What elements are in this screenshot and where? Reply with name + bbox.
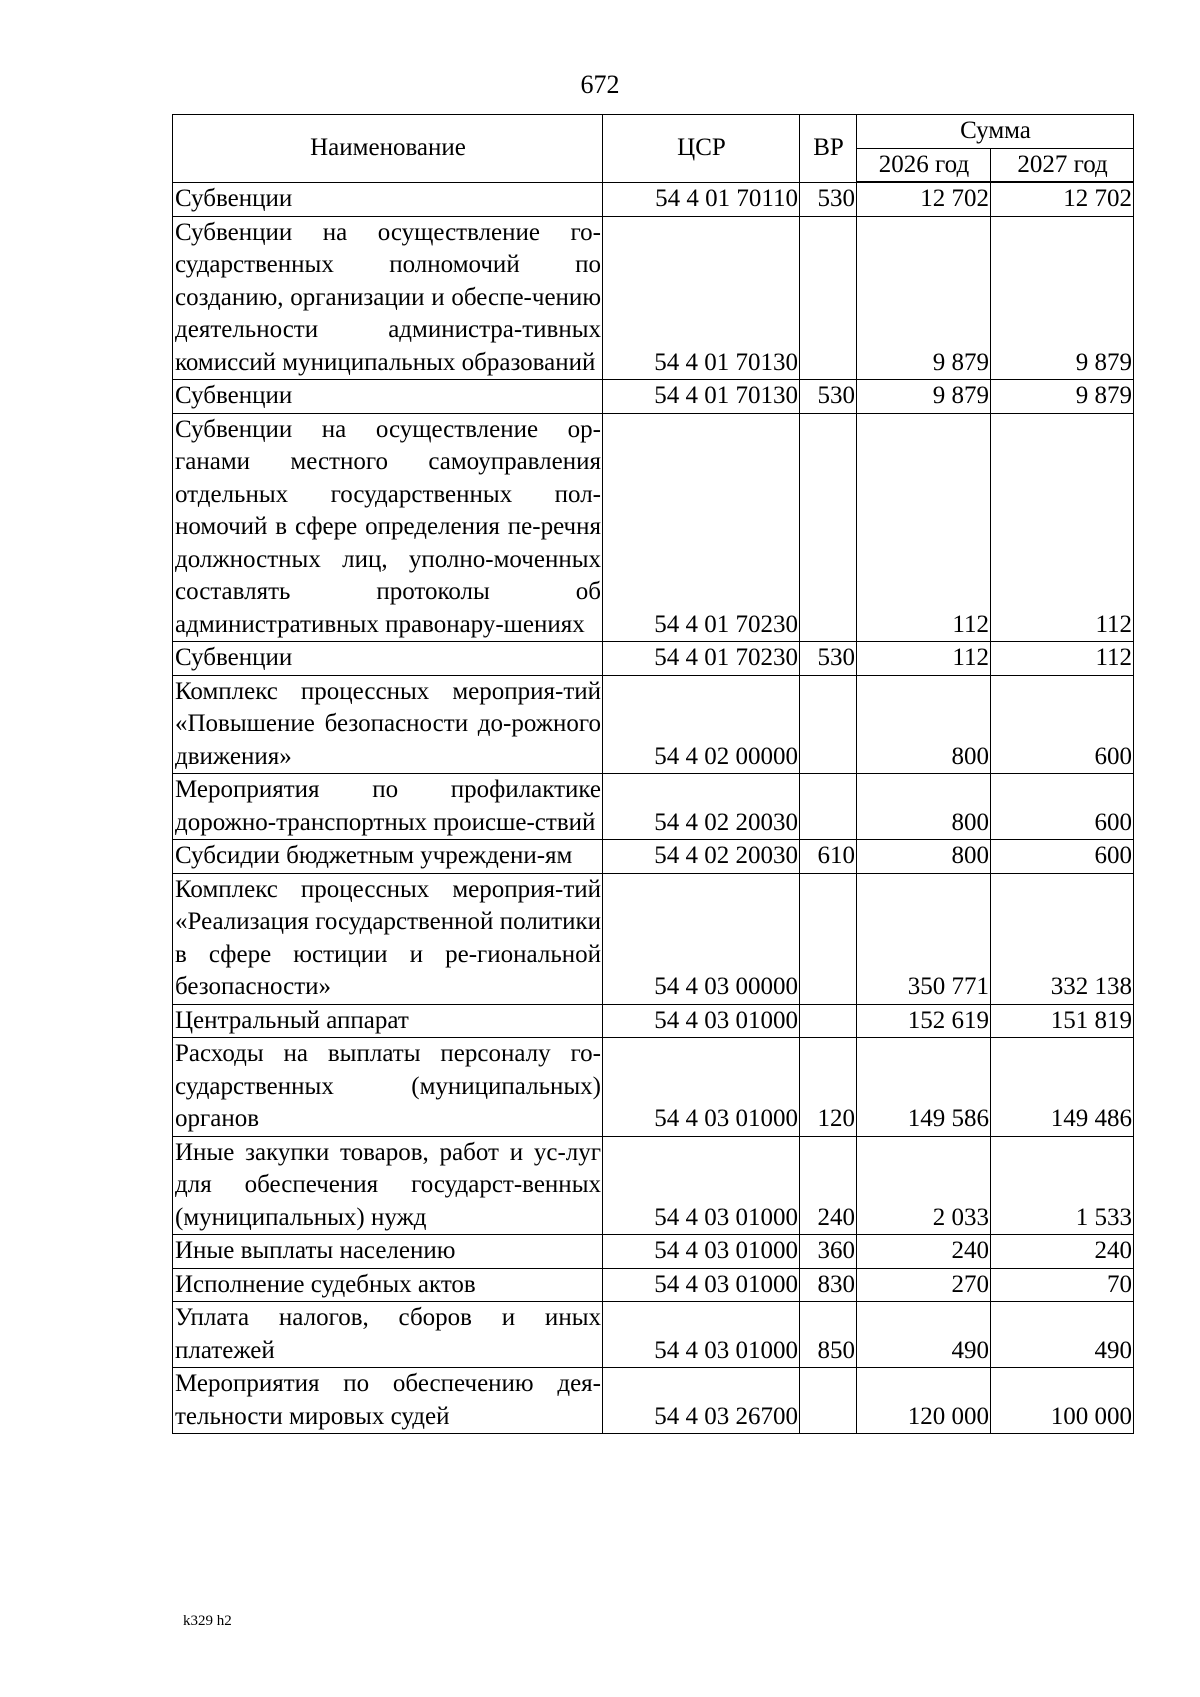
row-name: Субвенции xyxy=(173,182,603,216)
row-name: Иные выплаты населению xyxy=(173,1235,603,1269)
row-csr: 54 4 02 20030 xyxy=(603,774,800,840)
row-name: Субсидии бюджетным учреждени-ям xyxy=(173,840,603,874)
row-csr: 54 4 02 00000 xyxy=(603,675,800,774)
row-name: Субвенции на осуществление ор-ганами местного самоуправления отдельных государственных пол-номочий в сфере определения пе-речня должностных лиц, уполно-моченных составлять протоколы об административных правонару-шениях xyxy=(173,413,603,642)
row-sum-2026: 490 xyxy=(857,1302,991,1368)
row-sum-2026: 2 033 xyxy=(857,1136,991,1235)
row-csr: 54 4 03 01000 xyxy=(603,1004,800,1038)
table-row xyxy=(173,1004,1134,1038)
table-row xyxy=(173,182,1134,216)
table-row xyxy=(173,1268,1134,1302)
table-row xyxy=(173,216,1134,380)
header-year-2026: 2026 год xyxy=(857,148,991,182)
table-row xyxy=(173,642,1134,676)
row-vr xyxy=(800,774,857,840)
table-row xyxy=(173,1038,1134,1137)
table-row xyxy=(173,873,1134,1004)
row-sum-2027: 12 702 xyxy=(991,182,1134,216)
row-sum-2026: 800 xyxy=(857,774,991,840)
row-sum-2027: 112 xyxy=(991,413,1134,642)
row-sum-2026: 350 771 xyxy=(857,873,991,1004)
row-vr: 850 xyxy=(800,1302,857,1368)
row-csr: 54 4 03 00000 xyxy=(603,873,800,1004)
row-sum-2027: 490 xyxy=(991,1302,1134,1368)
row-vr: 830 xyxy=(800,1268,857,1302)
row-name: Субвенции на осуществление го-сударственных полномочий по созданию, организации и обеспе-чению деятельности администра-тивных комиссий муниципальных образований xyxy=(173,216,603,380)
row-csr: 54 4 01 70130 xyxy=(603,216,800,380)
row-sum-2026: 800 xyxy=(857,840,991,874)
row-sum-2026: 112 xyxy=(857,642,991,676)
header-csr: ЦСР xyxy=(603,115,800,183)
table-row xyxy=(173,1368,1134,1434)
table-row xyxy=(173,840,1134,874)
row-csr: 54 4 03 01000 xyxy=(603,1302,800,1368)
row-csr: 54 4 02 20030 xyxy=(603,840,800,874)
page-number: 672 xyxy=(580,70,620,99)
header-year-2027: 2027 год xyxy=(991,148,1134,182)
row-vr: 120 xyxy=(800,1038,857,1137)
row-name: Иные закупки товаров, работ и ус-луг для обеспечения государст-венных (муниципальных) нужд xyxy=(173,1136,603,1235)
row-vr xyxy=(800,1004,857,1038)
row-vr xyxy=(800,873,857,1004)
row-sum-2027: 1 533 xyxy=(991,1136,1134,1235)
row-csr: 54 4 03 01000 xyxy=(603,1268,800,1302)
row-name: Исполнение судебных актов xyxy=(173,1268,603,1302)
row-sum-2027: 100 000 xyxy=(991,1368,1134,1434)
row-csr: 54 4 03 01000 xyxy=(603,1235,800,1269)
table-body xyxy=(173,182,1134,1434)
row-name: Расходы на выплаты персоналу го-сударственных (муниципальных) органов xyxy=(173,1038,603,1137)
row-csr: 54 4 03 01000 xyxy=(603,1038,800,1137)
table-row xyxy=(173,675,1134,774)
row-name: Мероприятия по профилактике дорожно-транспортных происше-ствий xyxy=(173,774,603,840)
table-row xyxy=(173,774,1134,840)
row-name: Центральный аппарат xyxy=(173,1004,603,1038)
row-sum-2027: 332 138 xyxy=(991,873,1134,1004)
row-vr: 360 xyxy=(800,1235,857,1269)
row-sum-2026: 9 879 xyxy=(857,216,991,380)
row-sum-2027: 9 879 xyxy=(991,380,1134,414)
row-name: Мероприятия по обеспечению дея-тельности мировых судей xyxy=(173,1368,603,1434)
row-name: Комплекс процессных мероприя-тий «Повышение безопасности до-рожного движения» xyxy=(173,675,603,774)
row-vr: 530 xyxy=(800,182,857,216)
row-sum-2026: 112 xyxy=(857,413,991,642)
table-row xyxy=(173,413,1134,642)
budget-table xyxy=(172,114,1134,1434)
row-csr: 54 4 01 70110 xyxy=(603,182,800,216)
row-vr xyxy=(800,675,857,774)
row-sum-2027: 600 xyxy=(991,675,1134,774)
row-sum-2026: 240 xyxy=(857,1235,991,1269)
row-sum-2026: 9 879 xyxy=(857,380,991,414)
row-sum-2027: 112 xyxy=(991,642,1134,676)
footer-code: k329 h2 xyxy=(183,1613,232,1629)
row-sum-2027: 70 xyxy=(991,1268,1134,1302)
row-vr: 610 xyxy=(800,840,857,874)
row-sum-2026: 120 000 xyxy=(857,1368,991,1434)
table-row xyxy=(173,380,1134,414)
row-csr: 54 4 03 26700 xyxy=(603,1368,800,1434)
row-sum-2026: 12 702 xyxy=(857,182,991,216)
row-sum-2026: 149 586 xyxy=(857,1038,991,1137)
row-sum-2027: 149 486 xyxy=(991,1038,1134,1137)
table-header xyxy=(173,115,1134,183)
row-csr: 54 4 01 70130 xyxy=(603,380,800,414)
row-sum-2026: 270 xyxy=(857,1268,991,1302)
row-sum-2027: 600 xyxy=(991,774,1134,840)
table-row xyxy=(173,1235,1134,1269)
table-row xyxy=(173,1302,1134,1368)
table-row xyxy=(173,1136,1134,1235)
row-vr: 530 xyxy=(800,642,857,676)
row-sum-2027: 9 879 xyxy=(991,216,1134,380)
row-name: Субвенции xyxy=(173,380,603,414)
row-vr: 240 xyxy=(800,1136,857,1235)
row-vr xyxy=(800,413,857,642)
row-name: Комплекс процессных мероприя-тий «Реализация государственной политики в сфере юстиции и ре-гиональной безопасности» xyxy=(173,873,603,1004)
row-vr: 530 xyxy=(800,380,857,414)
row-sum-2026: 800 xyxy=(857,675,991,774)
row-name: Уплата налогов, сборов и иных платежей xyxy=(173,1302,603,1368)
row-csr: 54 4 01 70230 xyxy=(603,642,800,676)
row-sum-2026: 152 619 xyxy=(857,1004,991,1038)
row-vr xyxy=(800,1368,857,1434)
row-sum-2027: 600 xyxy=(991,840,1134,874)
row-csr: 54 4 03 01000 xyxy=(603,1136,800,1235)
row-vr xyxy=(800,216,857,380)
row-sum-2027: 240 xyxy=(991,1235,1134,1269)
header-vr: ВР xyxy=(800,115,857,183)
row-csr: 54 4 01 70230 xyxy=(603,413,800,642)
header-sum: Сумма xyxy=(857,115,1134,149)
row-name: Субвенции xyxy=(173,642,603,676)
header-name: Наименование xyxy=(173,115,603,183)
row-sum-2027: 151 819 xyxy=(991,1004,1134,1038)
